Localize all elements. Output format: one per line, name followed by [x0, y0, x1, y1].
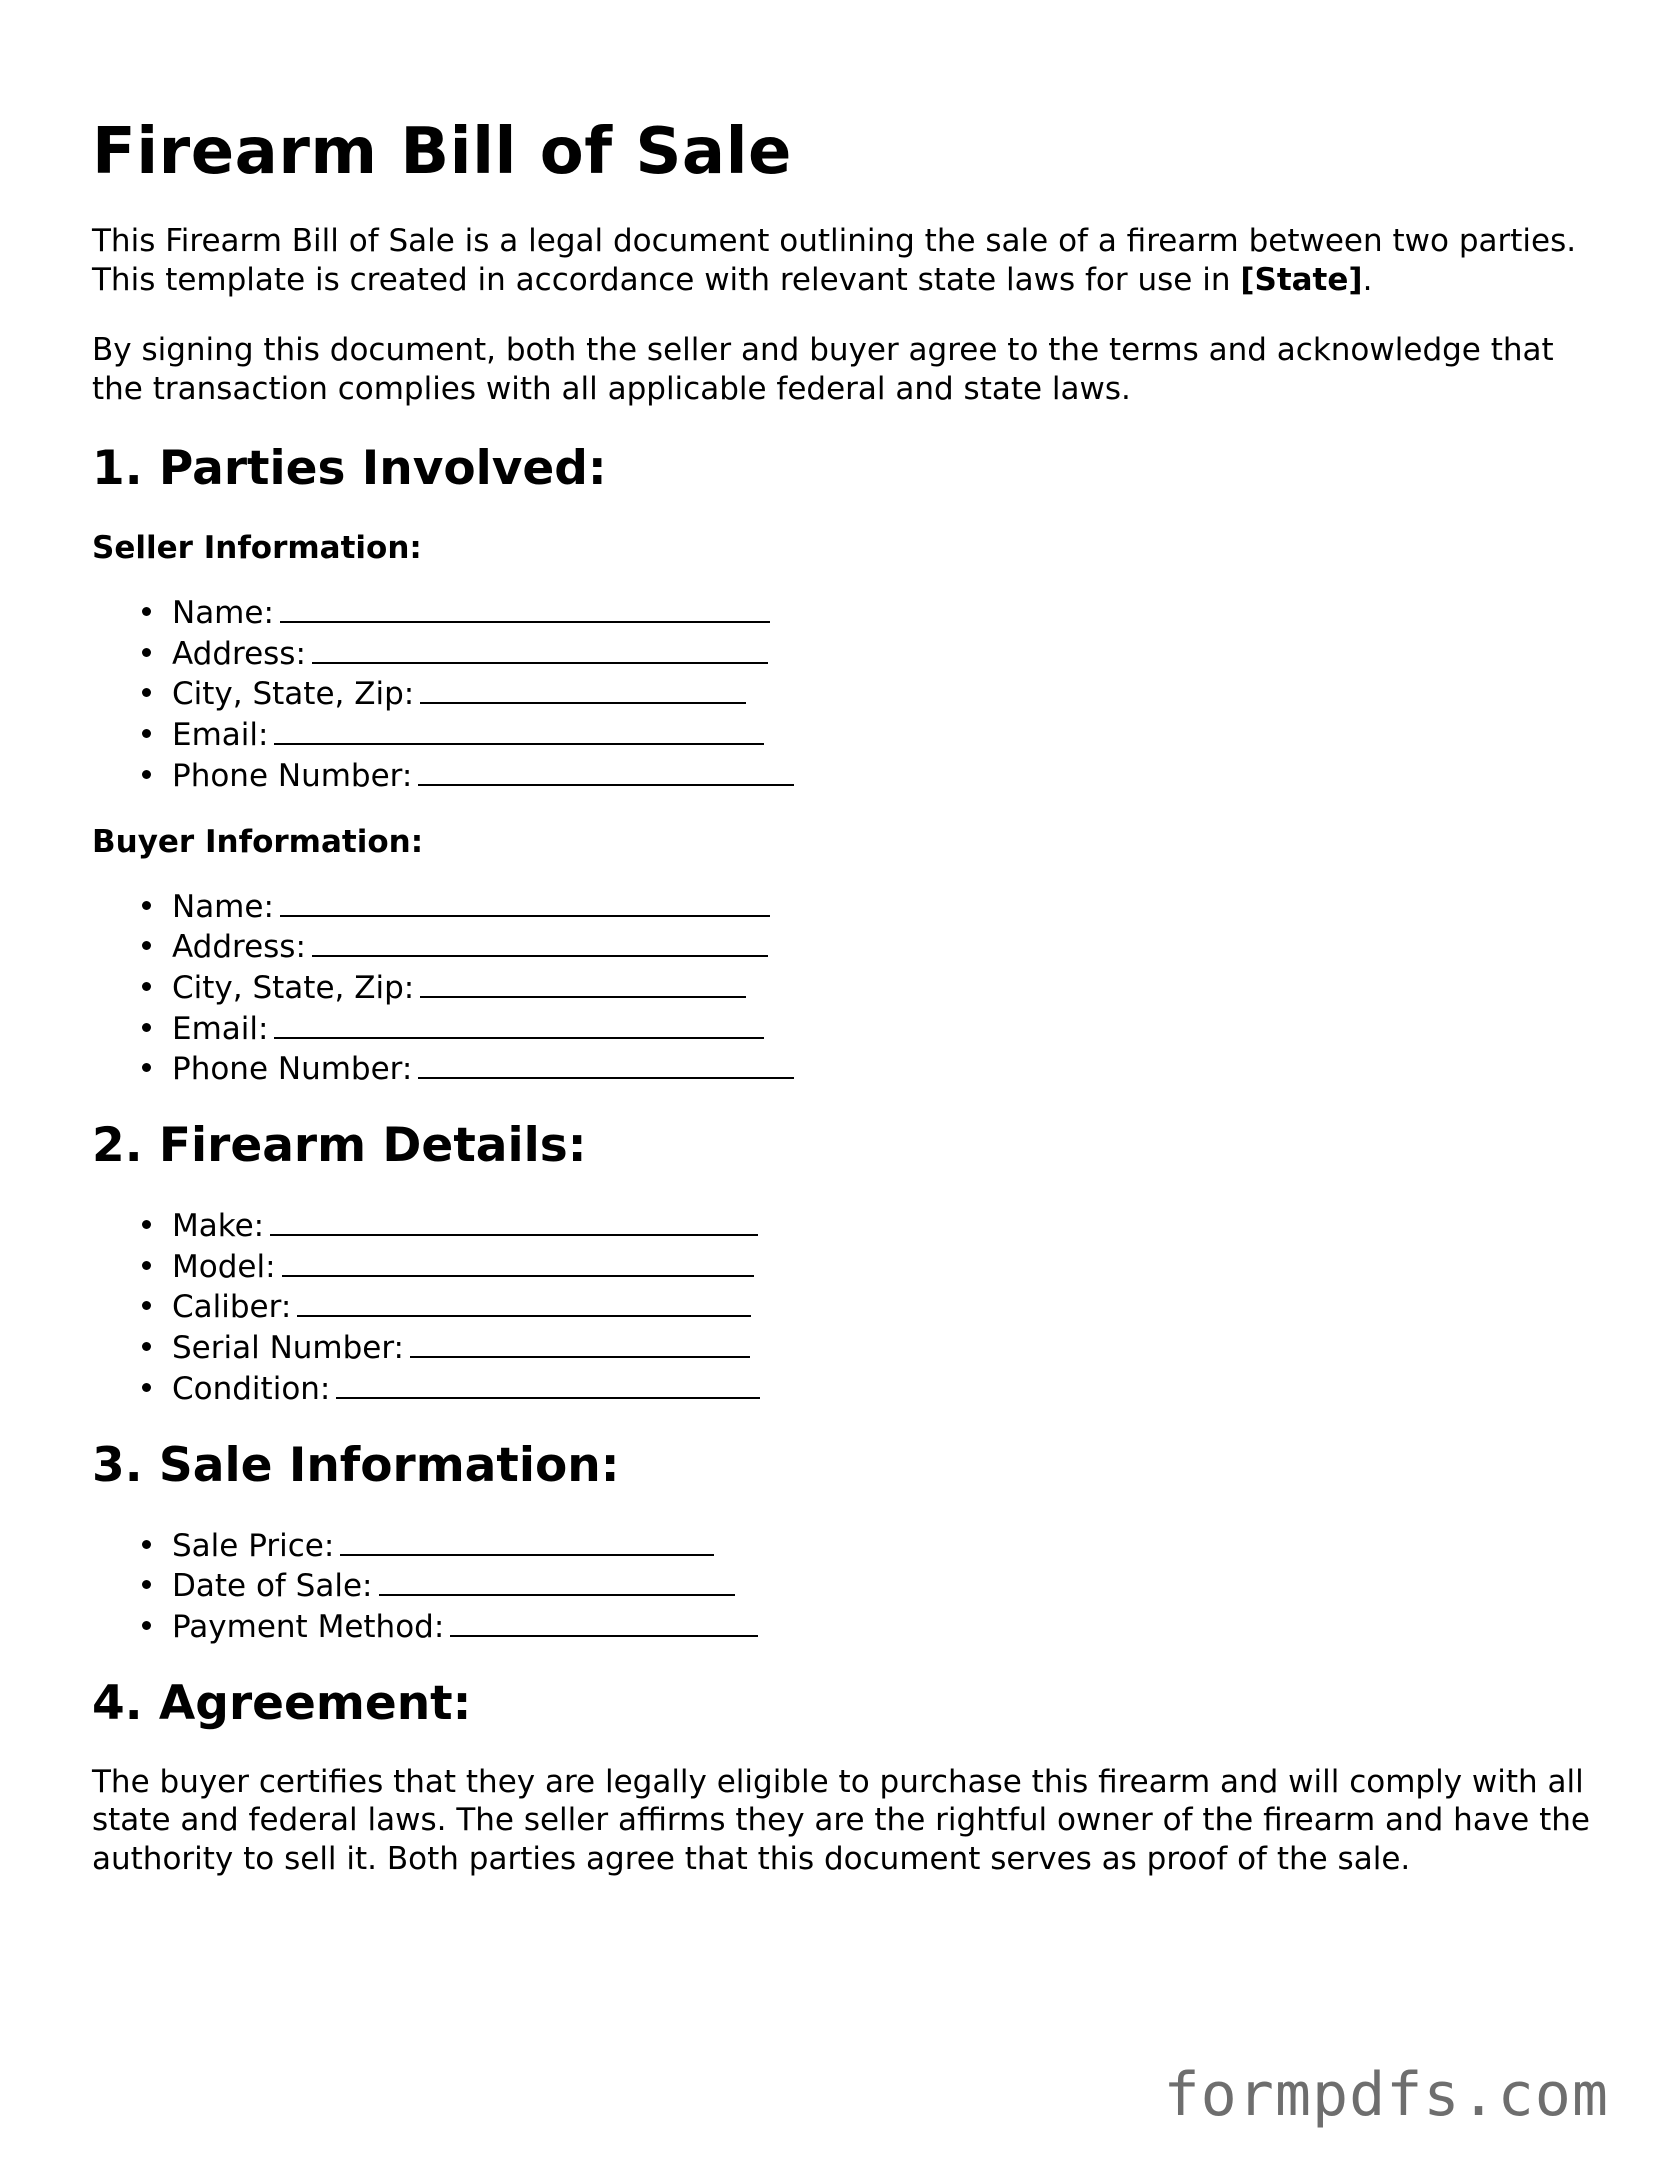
watermark-text: formpdfs.com	[1163, 2060, 1609, 2130]
seller-info-heading: Seller Information:	[92, 530, 422, 566]
buyer-city-state-zip-blank[interactable]	[420, 967, 746, 998]
sale-field-list	[92, 1525, 1592, 1647]
buyer-phone-blank[interactable]	[418, 1048, 794, 1079]
firearm-make-blank[interactable]	[270, 1205, 758, 1236]
field-label: Name:	[172, 888, 274, 925]
buyer-phone-field	[172, 1048, 1592, 1089]
field-label: Email:	[172, 717, 269, 754]
seller-field-list	[92, 592, 1592, 796]
firearm-caliber-field	[172, 1286, 1592, 1327]
section-heading-sale: 3. Sale Information:	[92, 1437, 620, 1493]
firearm-serial-field	[172, 1327, 1592, 1368]
state-placeholder: [State]	[1240, 261, 1363, 298]
buyer-address-field	[172, 926, 1592, 967]
buyer-name-field	[172, 886, 1592, 927]
seller-city-state-zip-field	[172, 673, 1592, 714]
field-label: City, State, Zip:	[172, 969, 415, 1006]
section-heading-parties: 1. Parties Involved:	[92, 441, 607, 496]
seller-email-field	[172, 714, 1592, 755]
buyer-email-field	[172, 1008, 1592, 1049]
document-title: Firearm Bill of Sale	[92, 115, 792, 189]
field-label: Email:	[172, 1010, 269, 1047]
field-label: Sale Price:	[172, 1527, 335, 1564]
intro-paragraph	[92, 222, 1592, 299]
buyer-address-blank[interactable]	[312, 926, 768, 957]
seller-name-blank[interactable]	[280, 592, 770, 623]
sale-price-blank[interactable]	[340, 1525, 714, 1556]
field-label: Serial Number:	[172, 1330, 405, 1367]
field-label: Address:	[172, 929, 306, 966]
firearm-condition-blank[interactable]	[336, 1368, 760, 1399]
buyer-city-state-zip-field	[172, 967, 1592, 1008]
buyer-field-list	[92, 886, 1592, 1090]
sale-date-field	[172, 1565, 1592, 1606]
firearm-serial-blank[interactable]	[410, 1327, 750, 1358]
seller-city-state-zip-blank[interactable]	[420, 673, 746, 704]
buyer-email-blank[interactable]	[274, 1008, 764, 1039]
firearm-field-list	[92, 1205, 1592, 1409]
field-label: Payment Method:	[172, 1608, 445, 1645]
section-heading-agreement: 4. Agreement:	[92, 1675, 472, 1731]
buyer-name-blank[interactable]	[280, 886, 770, 917]
seller-email-blank[interactable]	[274, 714, 764, 745]
firearm-condition-field	[172, 1368, 1592, 1409]
document-page	[92, 112, 1592, 1910]
field-label: City, State, Zip:	[172, 676, 415, 713]
field-label: Phone Number:	[172, 757, 413, 794]
seller-phone-field	[172, 755, 1592, 796]
field-label: Make:	[172, 1208, 265, 1245]
field-label: Phone Number:	[172, 1051, 413, 1088]
field-label: Model:	[172, 1248, 276, 1285]
seller-address-field	[172, 633, 1592, 674]
agreement-paragraph: The buyer certifies that they are legally eligible to purchase this firearm and will comply with all state and federal laws. The seller affirms they are the rightful owner of the firearm and have the authority to sell it. Both parties agree that this document serves as proof of the sale.	[92, 1763, 1590, 1877]
intro-paragraph-2: By signing this document, both the seller and buyer agree to the terms and acknowledge that the transaction complies with all applicable federal and state laws.	[92, 332, 1554, 407]
seller-phone-blank[interactable]	[418, 755, 794, 786]
firearm-model-blank[interactable]	[282, 1246, 754, 1277]
intro-text-end: .	[1362, 261, 1373, 298]
intro-text: This Firearm Bill of Sale is a legal document outlining the sale of a firearm between two parties. This template is created in accordance with relevant state laws for use in	[92, 223, 1577, 298]
buyer-info-heading: Buyer Information:	[92, 823, 424, 860]
firearm-make-field	[172, 1205, 1592, 1246]
sale-payment-method-field	[172, 1606, 1592, 1647]
section-heading-firearm: 2. Firearm Details:	[92, 1118, 587, 1174]
field-label: Name:	[172, 595, 274, 631]
sale-payment-method-blank[interactable]	[450, 1606, 758, 1637]
field-label: Caliber:	[172, 1289, 292, 1326]
firearm-model-field	[172, 1246, 1592, 1287]
field-label: Date of Sale:	[172, 1568, 373, 1605]
sale-price-field	[172, 1525, 1592, 1566]
seller-address-blank[interactable]	[312, 633, 768, 664]
seller-name-field	[172, 592, 1592, 633]
field-label: Address:	[172, 635, 306, 672]
field-label: Condition:	[172, 1370, 331, 1407]
firearm-caliber-blank[interactable]	[297, 1286, 751, 1317]
sale-date-blank[interactable]	[379, 1565, 735, 1596]
